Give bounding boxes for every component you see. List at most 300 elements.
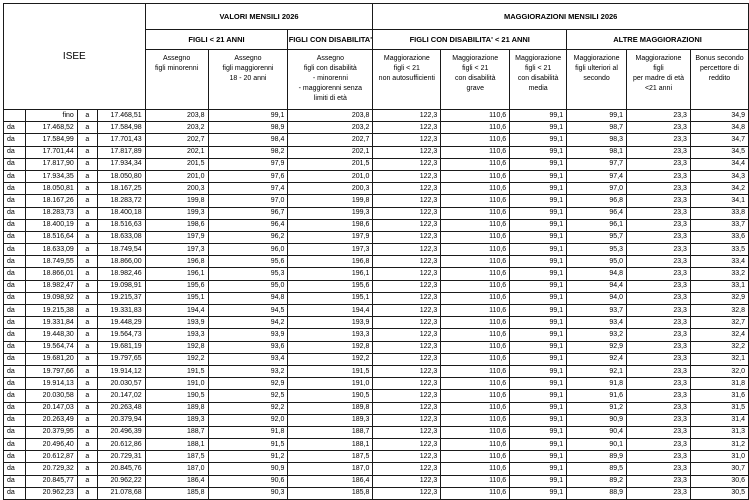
- value-magg-disabilita-grave: 110,6: [441, 170, 510, 182]
- table-row: [4, 439, 749, 451]
- value-magg-disabilita-media: 99,1: [510, 439, 567, 451]
- range-sep: a: [77, 390, 97, 402]
- range-from: 17.817,90: [25, 158, 77, 170]
- value-magg-disabilita-media: 99,1: [510, 390, 567, 402]
- value-magg-non-autosufficienti: 122,3: [373, 329, 441, 341]
- value-magg-madre-lt21: 23,3: [627, 487, 691, 499]
- value-bonus-secondo-percettore: 33,6: [690, 231, 748, 243]
- value-magg-disabilita-grave: 110,6: [441, 317, 510, 329]
- value-assegno-maggiorenni: 98,4: [208, 134, 288, 146]
- value-assegno-maggiorenni: 90,6: [208, 475, 288, 487]
- value-bonus-secondo-percettore: 31,0: [690, 451, 748, 463]
- value-magg-figli-ulteriori: 90,9: [567, 414, 627, 426]
- value-magg-figli-ulteriori: 92,1: [567, 365, 627, 377]
- range-to: 18.400,18: [97, 207, 145, 219]
- value-magg-disabilita-media: 99,1: [510, 329, 567, 341]
- column-header-line: media: [528, 85, 548, 92]
- value-assegno-minorenni: 192,2: [145, 353, 208, 365]
- range-sep: a: [77, 268, 97, 280]
- value-magg-disabilita-media: 99,1: [510, 426, 567, 438]
- value-assegno-minorenni: 189,3: [145, 414, 208, 426]
- value-assegno-minorenni: 200,3: [145, 183, 208, 195]
- range-prefix: da: [4, 170, 26, 182]
- value-magg-disabilita-media: 99,1: [510, 146, 567, 158]
- column-header-line: con disabilità: [455, 75, 496, 82]
- table-row: [4, 451, 749, 463]
- value-magg-madre-lt21: 23,3: [627, 170, 691, 182]
- range-sep: a: [77, 365, 97, 377]
- column-header-line: Maggiorazione: [452, 55, 499, 62]
- value-magg-disabilita-grave: 110,6: [441, 426, 510, 438]
- value-magg-figli-ulteriori: 91,2: [567, 402, 627, 414]
- value-assegno-disabilita: 203,8: [288, 110, 373, 122]
- value-magg-disabilita-media: 99,1: [510, 365, 567, 377]
- range-to: 20.263,48: [97, 402, 145, 414]
- value-assegno-minorenni: 188,7: [145, 426, 208, 438]
- value-assegno-minorenni: 191,0: [145, 378, 208, 390]
- value-assegno-disabilita: 192,8: [288, 341, 373, 353]
- value-magg-disabilita-media: 99,1: [510, 244, 567, 256]
- value-assegno-maggiorenni: 96,0: [208, 244, 288, 256]
- value-assegno-maggiorenni: 93,6: [208, 341, 288, 353]
- value-magg-disabilita-media: 99,1: [510, 134, 567, 146]
- range-sep: a: [77, 341, 97, 353]
- value-assegno-minorenni: 190,5: [145, 390, 208, 402]
- value-assegno-maggiorenni: 93,2: [208, 365, 288, 377]
- value-magg-disabilita-media: 99,1: [510, 353, 567, 365]
- column-header-line: figli ulteriori al: [575, 65, 618, 72]
- range-to: 17.468,51: [97, 110, 145, 122]
- range-prefix: da: [4, 268, 26, 280]
- value-assegno-disabilita: 199,3: [288, 207, 373, 219]
- range-sep: a: [77, 158, 97, 170]
- column-header-assegno-minorenni: [145, 50, 208, 110]
- column-header-magg-non-autosufficienti: [373, 50, 441, 110]
- range-from: 18.283,73: [25, 207, 77, 219]
- range-sep: a: [77, 451, 97, 463]
- range-to: 19.797,65: [97, 353, 145, 365]
- value-magg-non-autosufficienti: 122,3: [373, 475, 441, 487]
- table-row: [4, 487, 749, 499]
- value-magg-non-autosufficienti: 122,3: [373, 134, 441, 146]
- value-magg-figli-ulteriori: 92,9: [567, 341, 627, 353]
- range-to: 19.914,12: [97, 365, 145, 377]
- value-magg-disabilita-media: 99,1: [510, 341, 567, 353]
- column-header-line: figli con disabilità: [303, 65, 357, 72]
- range-from: 18.167,26: [25, 195, 77, 207]
- value-bonus-secondo-percettore: 31,4: [690, 414, 748, 426]
- figli-lt21-header: FIGLI < 21 ANNI: [145, 30, 288, 50]
- column-header-line: secondo: [583, 75, 610, 82]
- value-magg-figli-ulteriori: 90,4: [567, 426, 627, 438]
- value-magg-disabilita-grave: 110,6: [441, 207, 510, 219]
- value-magg-figli-ulteriori: 92,4: [567, 353, 627, 365]
- value-magg-disabilita-media: 99,1: [510, 268, 567, 280]
- value-magg-disabilita-media: 99,1: [510, 402, 567, 414]
- value-magg-figli-ulteriori: 95,7: [567, 231, 627, 243]
- value-assegno-minorenni: 199,3: [145, 207, 208, 219]
- value-assegno-maggiorenni: 92,9: [208, 378, 288, 390]
- value-magg-disabilita-grave: 110,6: [441, 365, 510, 377]
- range-from: 17.934,35: [25, 170, 77, 182]
- column-header-line: con disabilità: [517, 75, 559, 82]
- value-bonus-secondo-percettore: 34,2: [690, 183, 748, 195]
- range-prefix: da: [4, 475, 26, 487]
- range-sep: a: [77, 219, 97, 231]
- value-magg-non-autosufficienti: 122,3: [373, 219, 441, 231]
- range-to: 19.098,91: [97, 280, 145, 292]
- range-from: 20.379,95: [25, 426, 77, 438]
- value-magg-figli-ulteriori: 96,4: [567, 207, 627, 219]
- table-row: [4, 207, 749, 219]
- range-to: 20.845,76: [97, 463, 145, 475]
- table-row: [4, 329, 749, 341]
- value-magg-figli-ulteriori: 94,0: [567, 292, 627, 304]
- value-magg-non-autosufficienti: 122,3: [373, 231, 441, 243]
- value-assegno-maggiorenni: 99,1: [208, 110, 288, 122]
- value-assegno-minorenni: 201,0: [145, 170, 208, 182]
- value-magg-disabilita-media: 99,1: [510, 317, 567, 329]
- table-row: [4, 426, 749, 438]
- value-magg-madre-lt21: 23,3: [627, 122, 691, 134]
- value-magg-madre-lt21: 23,3: [627, 317, 691, 329]
- value-assegno-disabilita: 190,5: [288, 390, 373, 402]
- value-magg-non-autosufficienti: 122,3: [373, 122, 441, 134]
- value-assegno-minorenni: 199,8: [145, 195, 208, 207]
- value-magg-disabilita-media: 99,1: [510, 207, 567, 219]
- value-assegno-minorenni: 197,9: [145, 231, 208, 243]
- value-bonus-secondo-percettore: 34,3: [690, 170, 748, 182]
- value-assegno-maggiorenni: 97,9: [208, 158, 288, 170]
- range-from: 20.962,23: [25, 487, 77, 499]
- range-sep: a: [77, 292, 97, 304]
- range-to: 20.729,31: [97, 451, 145, 463]
- value-bonus-secondo-percettore: 32,0: [690, 365, 748, 377]
- range-from: 20.030,58: [25, 390, 77, 402]
- value-assegno-minorenni: 203,2: [145, 122, 208, 134]
- value-assegno-maggiorenni: 92,5: [208, 390, 288, 402]
- value-magg-disabilita-media: 99,1: [510, 451, 567, 463]
- value-assegno-minorenni: 193,3: [145, 329, 208, 341]
- value-assegno-minorenni: 203,8: [145, 110, 208, 122]
- range-from: 17.584,99: [25, 134, 77, 146]
- range-prefix: da: [4, 451, 26, 463]
- value-assegno-disabilita: 194,4: [288, 305, 373, 317]
- range-prefix: da: [4, 402, 26, 414]
- value-assegno-minorenni: 202,7: [145, 134, 208, 146]
- value-magg-non-autosufficienti: 122,3: [373, 292, 441, 304]
- value-magg-madre-lt21: 23,3: [627, 268, 691, 280]
- value-magg-madre-lt21: 23,3: [627, 463, 691, 475]
- value-assegno-minorenni: 185,8: [145, 487, 208, 499]
- value-magg-madre-lt21: 23,3: [627, 244, 691, 256]
- range-prefix: da: [4, 292, 26, 304]
- value-assegno-maggiorenni: 95,6: [208, 256, 288, 268]
- altre-maggiorazioni-header: ALTRE MAGGIORAZIONI: [567, 30, 749, 50]
- value-bonus-secondo-percettore: 32,8: [690, 305, 748, 317]
- value-magg-figli-ulteriori: 97,7: [567, 158, 627, 170]
- table-row: [4, 231, 749, 243]
- value-assegno-maggiorenni: 98,9: [208, 122, 288, 134]
- column-header-magg-figli-ulteriori: [567, 50, 627, 110]
- value-magg-madre-lt21: 23,3: [627, 158, 691, 170]
- table-row: [4, 341, 749, 353]
- range-sep: a: [77, 122, 97, 134]
- value-magg-disabilita-media: 99,1: [510, 305, 567, 317]
- range-prefix: da: [4, 439, 26, 451]
- value-magg-madre-lt21: 23,3: [627, 329, 691, 341]
- value-magg-disabilita-media: 99,1: [510, 292, 567, 304]
- table-row: [4, 463, 749, 475]
- value-assegno-disabilita: 198,6: [288, 219, 373, 231]
- range-from: 20.729,32: [25, 463, 77, 475]
- value-magg-disabilita-grave: 110,6: [441, 353, 510, 365]
- value-assegno-minorenni: 188,1: [145, 439, 208, 451]
- table-row: [4, 268, 749, 280]
- range-sep: a: [77, 231, 97, 243]
- value-assegno-maggiorenni: 97,4: [208, 183, 288, 195]
- value-bonus-secondo-percettore: 34,4: [690, 158, 748, 170]
- value-magg-figli-ulteriori: 94,8: [567, 268, 627, 280]
- value-magg-madre-lt21: 23,3: [627, 365, 691, 377]
- range-from: 19.215,38: [25, 305, 77, 317]
- value-magg-madre-lt21: 23,3: [627, 426, 691, 438]
- value-assegno-minorenni: 202,1: [145, 146, 208, 158]
- value-assegno-maggiorenni: 98,2: [208, 146, 288, 158]
- value-assegno-disabilita: 197,9: [288, 231, 373, 243]
- value-bonus-secondo-percettore: 33,5: [690, 244, 748, 256]
- value-assegno-disabilita: 202,7: [288, 134, 373, 146]
- range-to: 20.379,94: [97, 414, 145, 426]
- value-assegno-maggiorenni: 90,3: [208, 487, 288, 499]
- column-header-magg-disabilita-media: [510, 50, 567, 110]
- value-assegno-maggiorenni: 91,8: [208, 426, 288, 438]
- value-magg-figli-ulteriori: 91,8: [567, 378, 627, 390]
- range-sep: a: [77, 207, 97, 219]
- value-assegno-minorenni: 186,4: [145, 475, 208, 487]
- value-bonus-secondo-percettore: 32,7: [690, 317, 748, 329]
- column-header-line: 18 - 20 anni: [229, 75, 267, 82]
- column-header-line: percettore di: [700, 65, 739, 72]
- column-header-line: non autosufficienti: [378, 75, 435, 82]
- value-magg-non-autosufficienti: 122,3: [373, 317, 441, 329]
- value-magg-disabilita-media: 99,1: [510, 170, 567, 182]
- range-prefix: da: [4, 341, 26, 353]
- range-to: 19.564,73: [97, 329, 145, 341]
- value-magg-disabilita-grave: 110,6: [441, 219, 510, 231]
- range-to: 17.584,98: [97, 122, 145, 134]
- value-magg-disabilita-grave: 110,6: [441, 341, 510, 353]
- value-magg-disabilita-media: 99,1: [510, 280, 567, 292]
- value-magg-madre-lt21: 23,3: [627, 305, 691, 317]
- value-magg-non-autosufficienti: 122,3: [373, 207, 441, 219]
- value-assegno-maggiorenni: 97,6: [208, 170, 288, 182]
- value-assegno-disabilita: 200,3: [288, 183, 373, 195]
- value-magg-non-autosufficienti: 122,3: [373, 158, 441, 170]
- table-row: [4, 158, 749, 170]
- value-magg-non-autosufficienti: 122,3: [373, 414, 441, 426]
- value-assegno-disabilita: 192,2: [288, 353, 373, 365]
- value-bonus-secondo-percettore: 30,6: [690, 475, 748, 487]
- range-from: 19.914,13: [25, 378, 77, 390]
- range-sep: a: [77, 353, 97, 365]
- value-magg-madre-lt21: 23,3: [627, 390, 691, 402]
- value-magg-madre-lt21: 23,3: [627, 378, 691, 390]
- value-magg-non-autosufficienti: 122,3: [373, 110, 441, 122]
- range-from: 17.701,44: [25, 146, 77, 158]
- value-assegno-disabilita: 188,1: [288, 439, 373, 451]
- range-to: 18.050,80: [97, 170, 145, 182]
- range-to: 18.749,54: [97, 244, 145, 256]
- value-assegno-disabilita: 193,9: [288, 317, 373, 329]
- range-sep: a: [77, 170, 97, 182]
- range-prefix: da: [4, 463, 26, 475]
- value-magg-figli-ulteriori: 97,4: [567, 170, 627, 182]
- isee-header: ISEE: [4, 4, 146, 110]
- table-row: [4, 292, 749, 304]
- column-header-line: <21 anni: [644, 85, 673, 92]
- value-magg-madre-lt21: 23,3: [627, 439, 691, 451]
- range-prefix: da: [4, 244, 26, 256]
- value-magg-disabilita-grave: 110,6: [441, 110, 510, 122]
- column-header-line: figli < 21: [462, 65, 489, 72]
- range-to: 20.030,57: [97, 378, 145, 390]
- value-assegno-disabilita: 186,4: [288, 475, 373, 487]
- value-bonus-secondo-percettore: 31,3: [690, 426, 748, 438]
- value-assegno-disabilita: 197,3: [288, 244, 373, 256]
- value-magg-non-autosufficienti: 122,3: [373, 341, 441, 353]
- column-header-line: Maggiorazione: [515, 55, 562, 62]
- value-magg-non-autosufficienti: 122,3: [373, 365, 441, 377]
- range-prefix: da: [4, 390, 26, 402]
- range-prefix: da: [4, 207, 26, 219]
- value-bonus-secondo-percettore: 31,2: [690, 439, 748, 451]
- value-bonus-secondo-percettore: 34,9: [690, 110, 748, 122]
- value-assegno-maggiorenni: 93,9: [208, 329, 288, 341]
- value-magg-disabilita-media: 99,1: [510, 219, 567, 231]
- isee-table: [3, 3, 749, 500]
- range-prefix: da: [4, 183, 26, 195]
- value-magg-disabilita-media: 99,1: [510, 414, 567, 426]
- value-assegno-disabilita: 188,7: [288, 426, 373, 438]
- value-assegno-disabilita: 191,5: [288, 365, 373, 377]
- range-to: 17.817,89: [97, 146, 145, 158]
- value-magg-non-autosufficienti: 122,3: [373, 390, 441, 402]
- column-header-line: figli: [653, 65, 664, 72]
- value-bonus-secondo-percettore: 34,5: [690, 146, 748, 158]
- range-to: 17.701,43: [97, 134, 145, 146]
- range-sep: a: [77, 329, 97, 341]
- value-magg-non-autosufficienti: 122,3: [373, 451, 441, 463]
- value-magg-disabilita-grave: 110,6: [441, 475, 510, 487]
- range-to: 21.078,68: [97, 487, 145, 499]
- value-bonus-secondo-percettore: 34,8: [690, 122, 748, 134]
- value-magg-non-autosufficienti: 122,3: [373, 305, 441, 317]
- table-row: [4, 195, 749, 207]
- range-to: 19.215,37: [97, 292, 145, 304]
- value-magg-disabilita-grave: 110,6: [441, 134, 510, 146]
- table-row: [4, 365, 749, 377]
- value-assegno-maggiorenni: 91,5: [208, 439, 288, 451]
- value-magg-non-autosufficienti: 122,3: [373, 280, 441, 292]
- value-bonus-secondo-percettore: 34,7: [690, 134, 748, 146]
- range-from: 17.468,52: [25, 122, 77, 134]
- value-assegno-minorenni: 187,0: [145, 463, 208, 475]
- value-assegno-disabilita: 189,8: [288, 402, 373, 414]
- range-prefix: da: [4, 122, 26, 134]
- range-sep: a: [77, 426, 97, 438]
- value-magg-non-autosufficienti: 122,3: [373, 195, 441, 207]
- column-header-line: grave: [466, 85, 484, 92]
- value-assegno-maggiorenni: 92,0: [208, 414, 288, 426]
- value-magg-figli-ulteriori: 93,2: [567, 329, 627, 341]
- value-magg-disabilita-grave: 110,6: [441, 451, 510, 463]
- column-header-line: Maggiorazione: [635, 55, 682, 62]
- value-assegno-minorenni: 201,5: [145, 158, 208, 170]
- value-bonus-secondo-percettore: 33,4: [690, 256, 748, 268]
- range-prefix: da: [4, 146, 26, 158]
- table-row: [4, 134, 749, 146]
- range-from: 18.866,01: [25, 268, 77, 280]
- value-magg-figli-ulteriori: 98,1: [567, 146, 627, 158]
- range-from: 20.845,77: [25, 475, 77, 487]
- value-assegno-disabilita: 196,8: [288, 256, 373, 268]
- range-to: 20.612,86: [97, 439, 145, 451]
- value-magg-madre-lt21: 23,3: [627, 231, 691, 243]
- range-sep: a: [77, 463, 97, 475]
- value-assegno-disabilita: 187,5: [288, 451, 373, 463]
- value-bonus-secondo-percettore: 32,1: [690, 353, 748, 365]
- value-magg-madre-lt21: 23,3: [627, 183, 691, 195]
- value-magg-disabilita-grave: 110,6: [441, 305, 510, 317]
- value-magg-non-autosufficienti: 122,3: [373, 378, 441, 390]
- range-from: 18.400,19: [25, 219, 77, 231]
- range-from: 20.496,40: [25, 439, 77, 451]
- range-to: 18.982,46: [97, 268, 145, 280]
- range-prefix: da: [4, 305, 26, 317]
- range-sep: a: [77, 475, 97, 487]
- range-from: 19.564,74: [25, 341, 77, 353]
- value-magg-madre-lt21: 23,3: [627, 353, 691, 365]
- value-magg-disabilita-grave: 110,6: [441, 158, 510, 170]
- value-bonus-secondo-percettore: 33,8: [690, 207, 748, 219]
- value-magg-disabilita-media: 99,1: [510, 183, 567, 195]
- range-sep: a: [77, 414, 97, 426]
- value-assegno-disabilita: 202,1: [288, 146, 373, 158]
- value-magg-disabilita-grave: 110,6: [441, 487, 510, 499]
- value-assegno-maggiorenni: 91,2: [208, 451, 288, 463]
- range-sep: a: [77, 317, 97, 329]
- value-assegno-maggiorenni: 94,5: [208, 305, 288, 317]
- value-assegno-maggiorenni: 96,2: [208, 231, 288, 243]
- value-magg-madre-lt21: 23,3: [627, 195, 691, 207]
- value-assegno-minorenni: 195,6: [145, 280, 208, 292]
- value-magg-madre-lt21: 23,3: [627, 280, 691, 292]
- value-magg-madre-lt21: 23,3: [627, 219, 691, 231]
- table-row: [4, 305, 749, 317]
- column-header-assegno-disabilita: [288, 50, 373, 110]
- value-magg-disabilita-grave: 110,6: [441, 390, 510, 402]
- value-magg-figli-ulteriori: 90,1: [567, 439, 627, 451]
- value-magg-disabilita-media: 99,1: [510, 256, 567, 268]
- value-assegno-maggiorenni: 90,9: [208, 463, 288, 475]
- value-magg-non-autosufficienti: 122,3: [373, 256, 441, 268]
- table-row: [4, 353, 749, 365]
- range-to: 18.167,25: [97, 183, 145, 195]
- range-to: 18.516,63: [97, 219, 145, 231]
- value-magg-madre-lt21: 23,3: [627, 414, 691, 426]
- range-sep: a: [77, 487, 97, 499]
